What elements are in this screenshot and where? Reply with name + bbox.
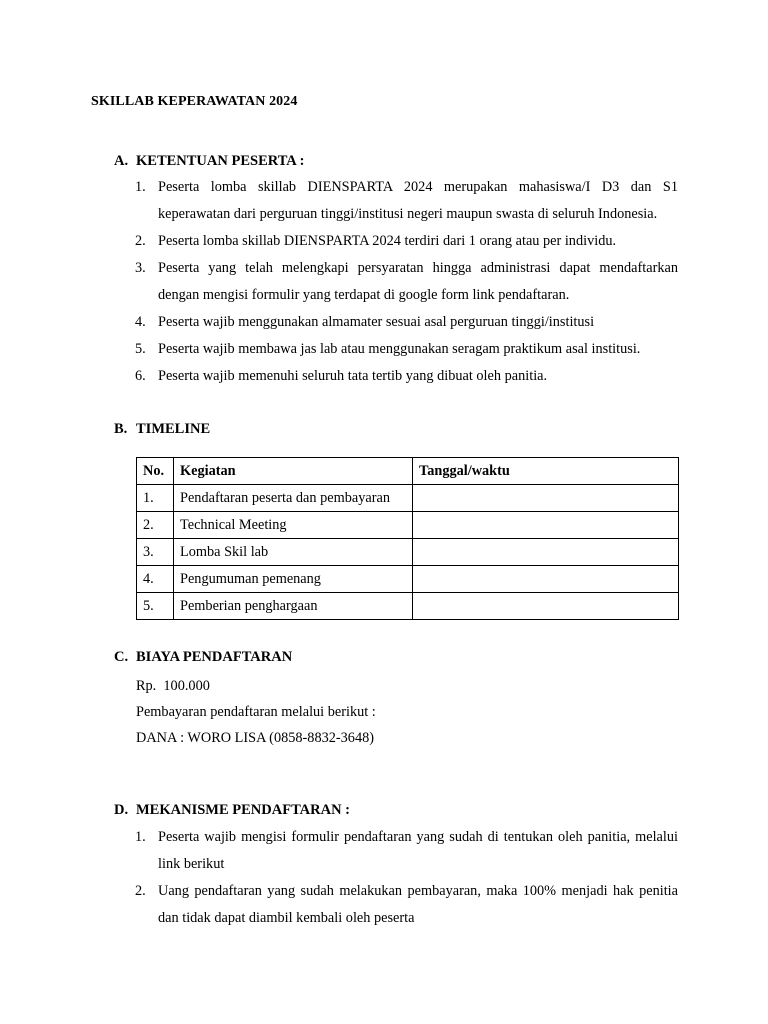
column-header-no: No. [137,458,174,485]
section-a-heading [114,153,304,170]
table-cell-tanggal [413,485,679,512]
column-header-tanggal: Tanggal/waktu [413,458,679,485]
table-cell-tanggal [413,539,679,566]
table-cell-no: 4. [137,566,174,593]
table-cell-no: 2. [137,512,174,539]
list-item-number: 1. [135,179,146,195]
list-item-number: 4. [135,314,146,330]
list-item [135,336,678,363]
column-header-kegiatan: Kegiatan [174,458,413,485]
section-b-heading [114,421,210,438]
table-row [137,539,679,566]
table-cell-kegiatan: Lomba Skil lab [174,539,413,566]
section-c-letter: C. [114,649,129,665]
list-item-number: 3. [135,260,146,276]
list-item-text: Peserta wajib menggunakan almamater sesuai asal perguruan tinggi/institusi [158,314,595,330]
table-cell-tanggal [413,512,679,539]
section-d-heading [114,802,350,819]
list-item [135,363,678,390]
section-b-title: TIMELINE [136,421,211,437]
list-item-text: Peserta wajib mengisi formulir pendaftaran yang sudah di tentukan oleh panitia, melalui link berikut [158,829,678,872]
list-item-text: Peserta lomba skillab DIENSPARTA 2024 merupakan mahasiswa/I D3 dan S1 keperawatan dari perguruan tinggi/institusi negeri maupun swasta di seluruh Indonesia. [158,179,678,222]
section-a-letter: A. [114,153,129,169]
table-cell-kegiatan: Pengumuman pemenang [174,566,413,593]
table-cell-no: 1. [137,485,174,512]
list-item-number: 6. [135,368,146,384]
table-cell-tanggal [413,593,679,620]
list-item [135,309,678,336]
section-c-heading [114,649,292,666]
list-item-text: Peserta wajib membawa jas lab atau menggunakan seragam praktikum asal institusi. [158,341,641,357]
timeline-table [136,457,679,620]
list-item-text: Uang pendaftaran yang sudah melakukan pembayaran, maka 100% menjadi hak penitia dan tidak dapat diambil kembali oleh peserta [158,883,678,926]
list-item-text: Peserta wajib memenuhi seluruh tata tertib yang dibuat oleh panitia. [158,368,548,384]
list-item [135,824,678,878]
list-item [135,174,678,228]
section-a-list [135,174,678,390]
list-item-text: Peserta yang telah melengkapi persyaratan hingga administrasi dapat mendaftarkan dengan mengisi formulir yang terdapat di google form link pendaftaran. [158,260,678,303]
table-row [137,566,679,593]
table-cell-kegiatan: Technical Meeting [174,512,413,539]
table-cell-kegiatan: Pemberian penghargaan [174,593,413,620]
table-cell-tanggal [413,566,679,593]
section-a-title: KETENTUAN PESERTA : [136,153,305,169]
table-cell-kegiatan: Pendaftaran peserta dan pembayaran [174,485,413,512]
section-d-list [135,824,678,932]
section-d-letter: D. [114,802,129,818]
table-header-row [137,458,679,485]
list-item-number: 1. [135,829,146,845]
list-item-number: 5. [135,341,146,357]
table-row [137,593,679,620]
fee-amount: Rp. 100.000 [136,678,210,694]
list-item-number: 2. [135,233,146,249]
payment-account: DANA : WORO LISA (0858-8832-3648) [136,730,375,746]
section-d-title: MEKANISME PENDAFTARAN : [136,802,351,818]
table-cell-no: 5. [137,593,174,620]
list-item-text: Peserta lomba skillab DIENSPARTA 2024 terdiri dari 1 orang atau per individu. [158,233,617,249]
table-row [137,485,679,512]
table-cell-no: 3. [137,539,174,566]
payment-note: Pembayaran pendaftaran melalui berikut : [136,704,376,720]
list-item [135,878,678,932]
list-item-number: 2. [135,883,146,899]
document-title: SKILLAB KEPERAWATAN 2024 [91,94,298,109]
list-item [135,228,678,255]
section-b-letter: B. [114,421,128,437]
list-item [135,255,678,309]
table-row [137,512,679,539]
section-c-title: BIAYA PENDAFTARAN [136,649,293,665]
registration-fee-block [136,673,376,751]
